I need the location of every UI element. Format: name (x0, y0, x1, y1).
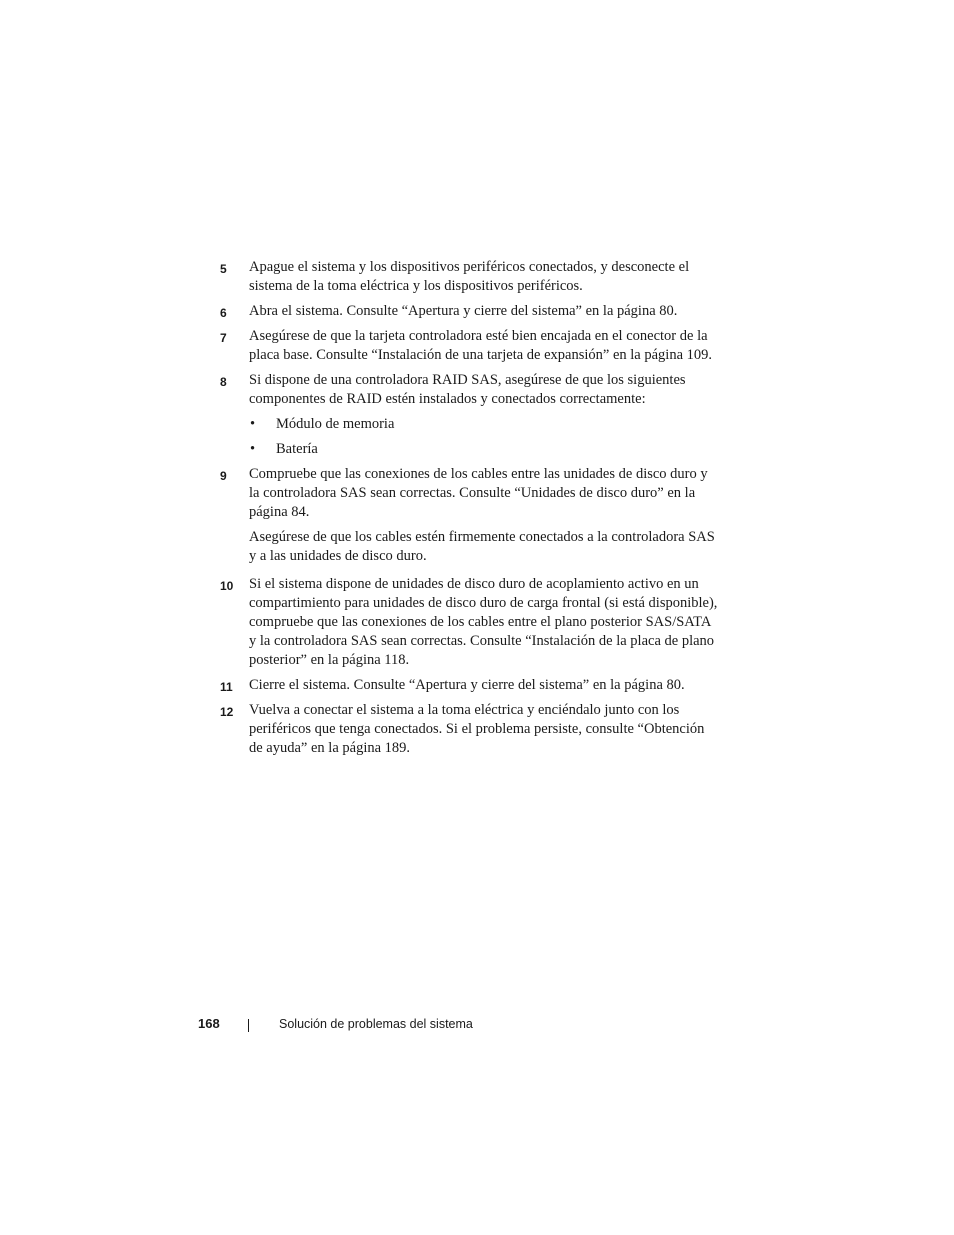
step-text: Si el sistema dispone de unidades de disco duro de acoplamiento activo en un compartimiento para unidades de disco duro de carga frontal (si está disponible), compruebe que las conexiones de los cables entre el plano posterior SAS/SATA y la controladora SAS sean correctas. Consulte “Instalación de la placa de plano posterior” en la página 118. (249, 576, 718, 668)
bullet-icon: • (250, 441, 256, 457)
list-item (249, 415, 720, 434)
list-item-text: Módulo de memoria (276, 416, 395, 432)
document-body (220, 258, 720, 764)
step-number: 11 (220, 680, 233, 694)
list-item-text: Batería (276, 441, 318, 457)
step-7 (220, 327, 720, 365)
step-number: 5 (220, 262, 227, 276)
step-10 (220, 575, 720, 670)
step-text: Vuelva a conectar el sistema a la toma eléctrica y enciéndalo junto con los periféricos que tenga conectados. Si el problema persiste, consulte “Obtención de ayuda” en la página 189. (249, 702, 705, 756)
step-number: 10 (220, 579, 234, 593)
step-text: Si dispone de una controladora RAID SAS, asegúrese de que los siguientes componentes de RAID estén instalados y conectados correctamente: (249, 372, 686, 407)
chapter-title: Solución de problemas del sistema (279, 1017, 473, 1031)
step-text: Cierre el sistema. Consulte “Apertura y cierre del sistema” en la página 80. (249, 677, 685, 693)
step-text: Apague el sistema y los dispositivos periféricos conectados, y desconecte el sistema de la toma eléctrica y los dispositivos periféricos. (249, 259, 690, 294)
step-text: Abra el sistema. Consulte “Apertura y cierre del sistema” en la página 80. (249, 303, 678, 319)
step-6 (220, 302, 720, 321)
step-number: 9 (220, 469, 227, 483)
step-8 (220, 371, 720, 459)
step-number: 12 (220, 705, 234, 719)
step-text-continued: Asegúrese de que los cables estén firmemente conectados a la controladora SAS y a las unidades de disco duro. (249, 529, 715, 564)
step-9 (220, 465, 720, 566)
step-number: 8 (220, 375, 227, 389)
raid-components-list (249, 415, 720, 459)
step-5 (220, 258, 720, 296)
bullet-icon: • (250, 416, 256, 432)
step-text: Compruebe que las conexiones de los cables entre las unidades de disco duro y la controladora SAS sean correctas. Consulte “Unidades de disco duro” en la página 84. (249, 466, 708, 520)
page-number: 168 (198, 1016, 220, 1031)
step-12 (220, 701, 720, 758)
step-text: Asegúrese de que la tarjeta controladora esté bien encajada en el conector de la placa base. Consulte “Instalación de una tarjeta de expansión” en la página 109. (249, 328, 713, 363)
step-number: 6 (220, 306, 227, 320)
step-11 (220, 676, 720, 695)
footer-divider (248, 1019, 249, 1032)
list-item (249, 440, 720, 459)
step-number: 7 (220, 331, 227, 345)
